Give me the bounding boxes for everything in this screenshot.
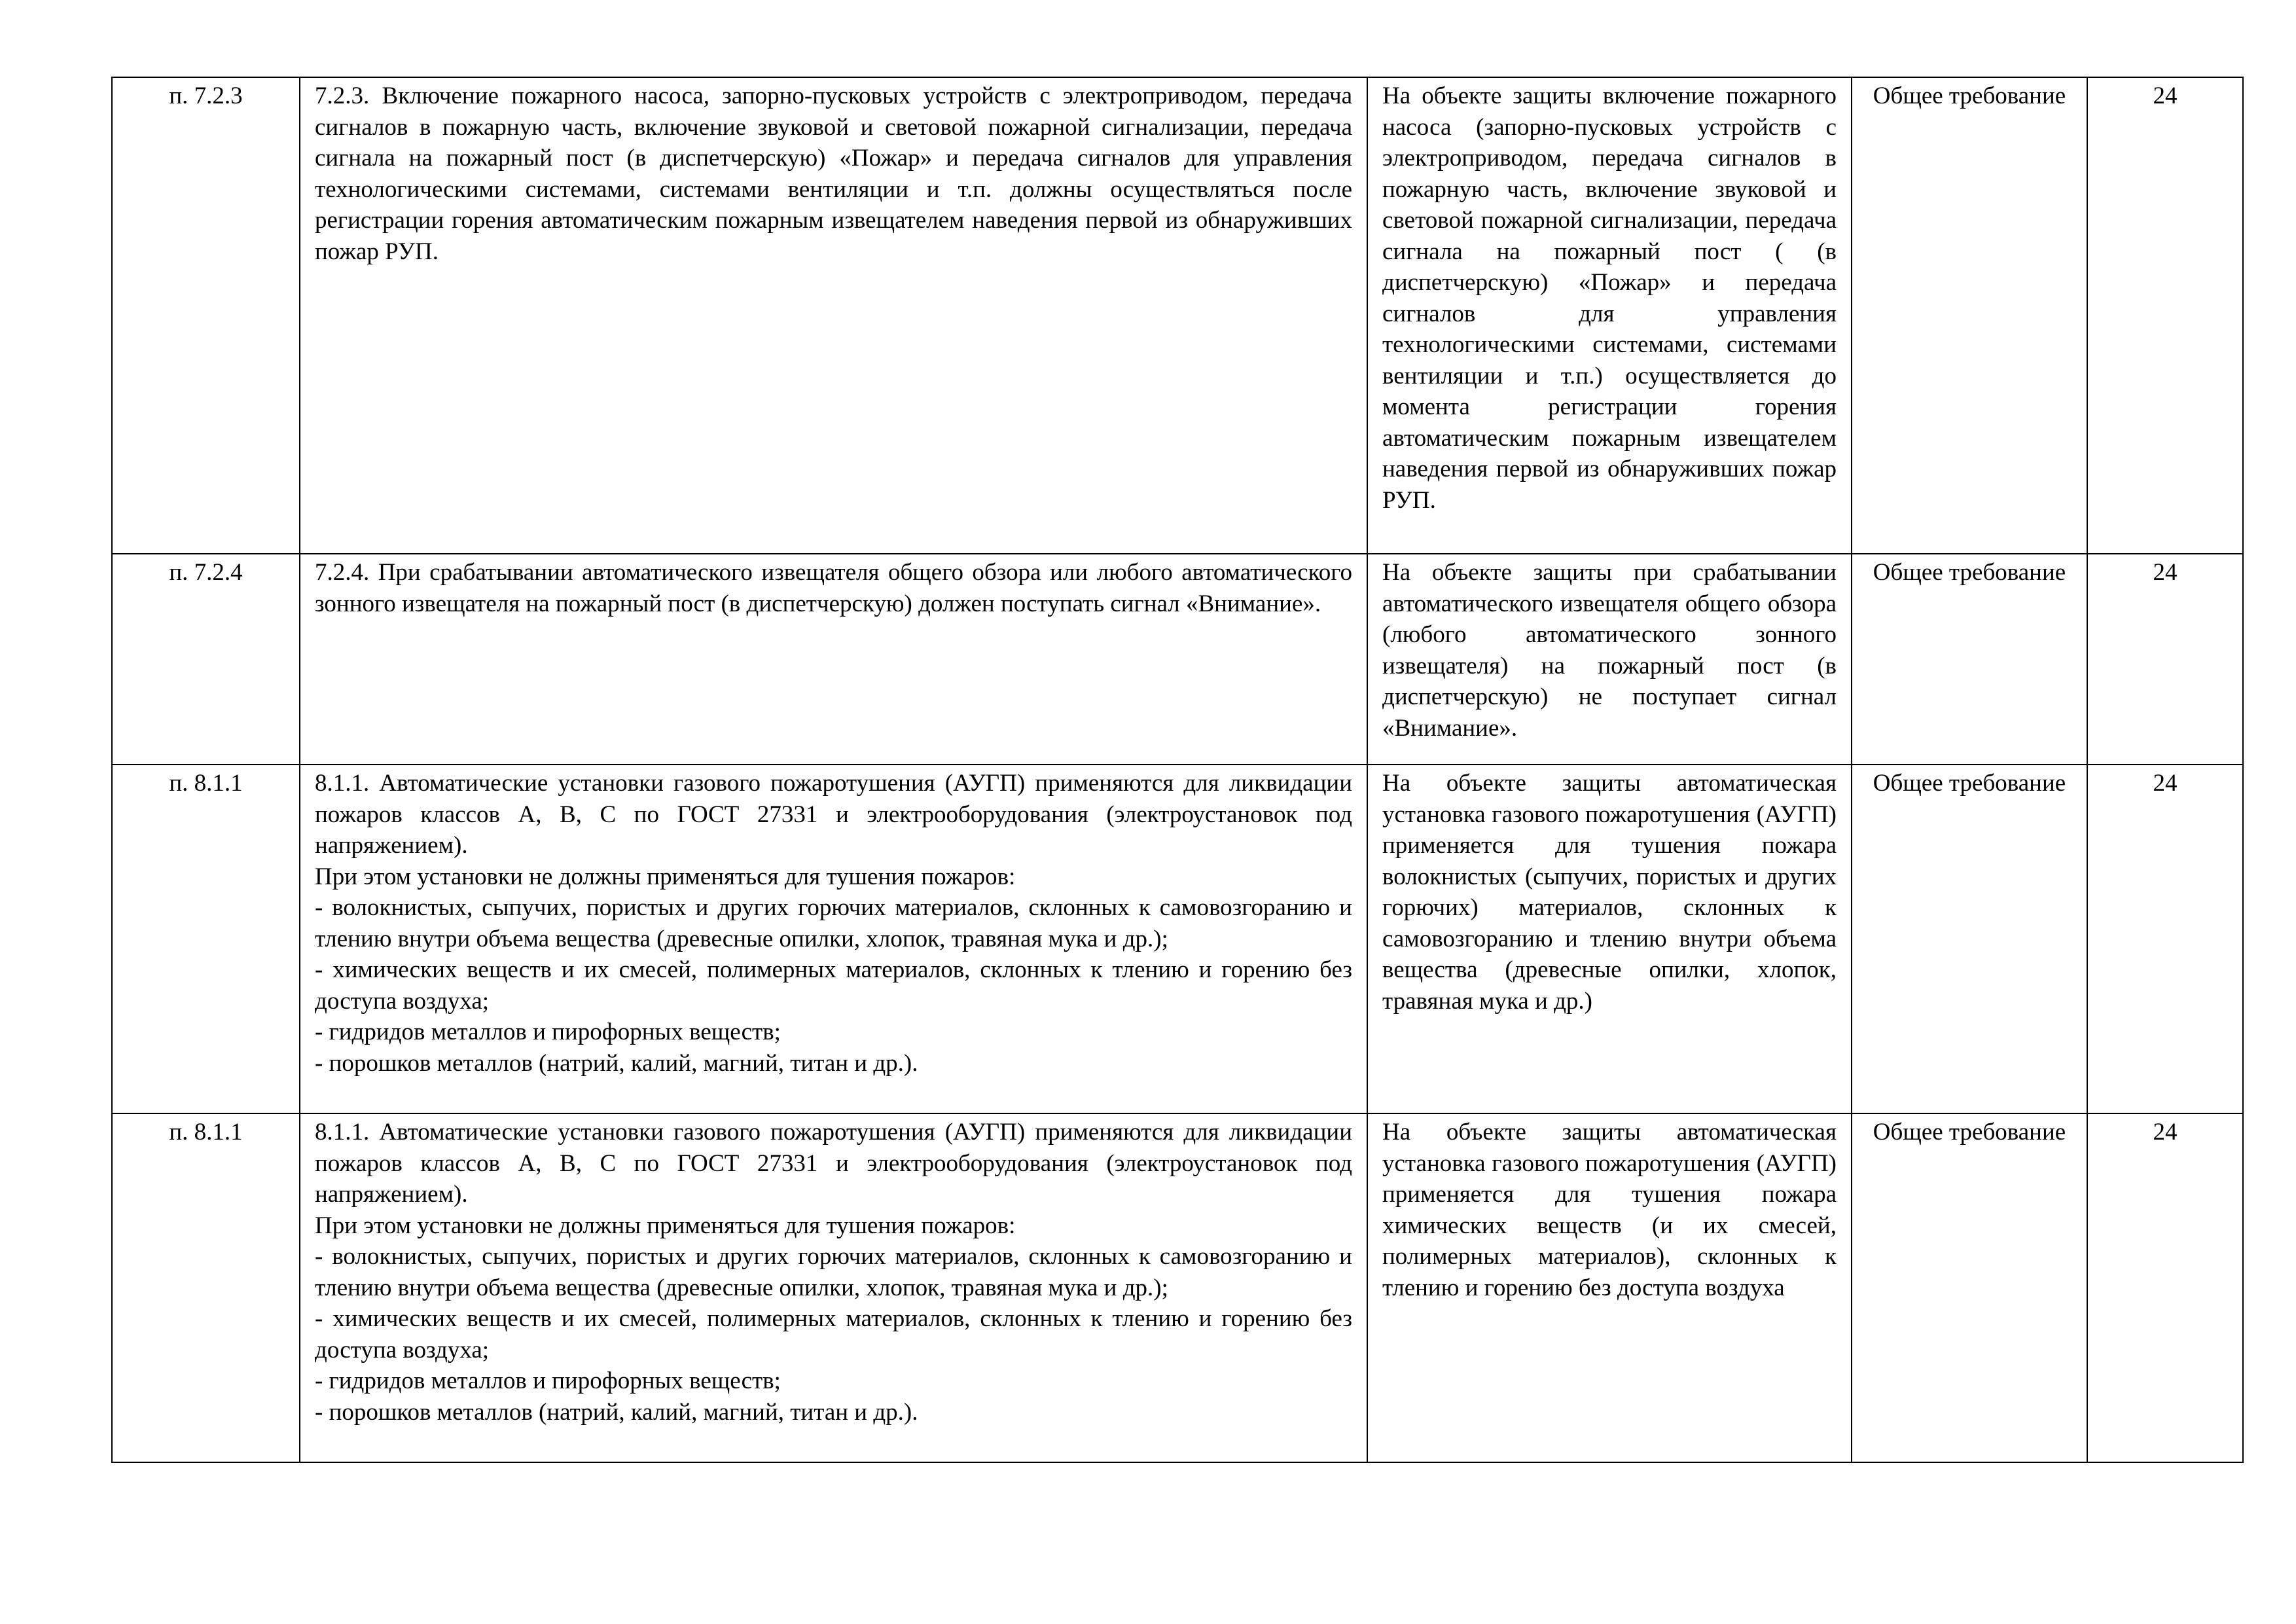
- violation-text: На объекте защиты автоматическая установка газового пожаротушения (АУГП) применяется для тушения пожара химических веществ (и их смесей, полимерных материалов), склонных к тлению и горению без доступа воздуха: [1367, 1113, 1852, 1462]
- requirements-table: [111, 77, 2244, 1463]
- norm-text: [300, 1113, 1367, 1462]
- norm-list-item: - волокнистых, сыпучих, пористых и других горючих материалов, склонных к самовозгоранию и тлению внутри объема вещества (древесные опилки, хлопок, травяная мука и др.);: [315, 1243, 1352, 1301]
- clause-ref: п. 7.2.4: [112, 554, 300, 765]
- clause-ref: п. 8.1.1: [112, 1113, 300, 1462]
- norm-paragraph: 8.1.1. Автоматические установки газового пожаротушения (АУГП) применяются для ликвидации пожаров классов А, В, С по ГОСТ 27331 и электрооборудования (электроустановок под напряжением).: [315, 1119, 1352, 1208]
- norm-paragraph: При этом установки не должны применяться для тушения пожаров:: [315, 863, 1016, 890]
- norm-text: [300, 77, 1367, 554]
- requirement-category: Общее требование: [1852, 77, 2087, 554]
- norm-list-item: - химических веществ и их смесей, полимерных материалов, склонных к тлению и горению без доступа воздуха;: [315, 1305, 1352, 1363]
- norm-paragraph: 7.2.3. Включение пожарного насоса, запорно-пусковых устройств с электроприводом, передача сигналов в пожарную часть, включение звуковой и световой пожарной сигнализации, передача сигнала на пожарный пост (в диспетчерскую) «Пожар» и передача сигналов для управления технологическими системами, системами вентиляции и т.п. должны осуществляться после регистрации горения автоматическим пожарным извещателем наведения первой из обнаруживших пожар РУП.: [315, 82, 1352, 265]
- norm-list-item: - волокнистых, сыпучих, пористых и других горючих материалов, склонных к самовозгоранию и тлению внутри объема вещества (древесные опилки, хлопок, травяная мука и др.);: [315, 894, 1352, 952]
- norm-list-item: - гидридов металлов и пирофорных веществ;: [315, 1019, 781, 1045]
- norm-paragraph: 7.2.4. При срабатывании автоматического извещателя общего обзора или любого автоматического зонного извещателя на пожарный пост (в диспетчерскую) должен поступать сигнал «Внимание».: [315, 559, 1352, 617]
- table-row: [112, 554, 2243, 765]
- clause-ref: п. 8.1.1: [112, 765, 300, 1113]
- violation-text: На объекте защиты при срабатывании автоматического извещателя общего обзора (любого автоматического зонного извещателя) на пожарный пост (в диспетчерскую) не поступает сигнал «Внимание».: [1367, 554, 1852, 765]
- requirement-category: Общее требование: [1852, 1113, 2087, 1462]
- norm-text: [300, 554, 1367, 765]
- violation-text: На объекте защиты автоматическая установка газового пожаротушения (АУГП) применяется для тушения пожара волокнистых (сыпучих, пористых и других горючих) материалов, склонных к самовозгоранию и тлению внутри объема вещества (древесные опилки, хлопок, травяная мука и др.): [1367, 765, 1852, 1113]
- page-number: 24: [2087, 765, 2243, 1113]
- norm-paragraph: При этом установки не должны применяться для тушения пожаров:: [315, 1212, 1016, 1239]
- page-number: 24: [2087, 554, 2243, 765]
- requirement-category: Общее требование: [1852, 554, 2087, 765]
- clause-ref: п. 7.2.3: [112, 77, 300, 554]
- table-row: [112, 77, 2243, 554]
- norm-list-item: - гидридов металлов и пирофорных веществ;: [315, 1367, 781, 1394]
- violation-text: На объекте защиты включение пожарного насоса (запорно-пусковых устройств с электроприводом, передача сигналов в пожарную часть, включение звуковой и световой пожарной сигнализации, передача сигнала на пожарный пост ( (в диспетчерскую) «Пожар» и передача сигналов для управления технологическими системами, системами вентиляции и т.п.) осуществляется до момента регистрации горения автоматическим пожарным извещателем наведения первой из обнаруживших пожар РУП.: [1367, 77, 1852, 554]
- table-row: [112, 1113, 2243, 1462]
- norm-paragraph: 8.1.1. Автоматические установки газового пожаротушения (АУГП) применяются для ликвидации пожаров классов А, В, С по ГОСТ 27331 и электрооборудования (электроустановок под напряжением).: [315, 770, 1352, 859]
- norm-list-item: - химических веществ и их смесей, полимерных материалов, склонных к тлению и горению без доступа воздуха;: [315, 956, 1352, 1015]
- norm-list-item: - порошков металлов (натрий, калий, магний, титан и др.).: [315, 1398, 918, 1426]
- page-number: 24: [2087, 1113, 2243, 1462]
- norm-text: [300, 765, 1367, 1113]
- page-number: 24: [2087, 77, 2243, 554]
- norm-list-item: - порошков металлов (натрий, калий, магний, титан и др.).: [315, 1049, 918, 1077]
- requirement-category: Общее требование: [1852, 765, 2087, 1113]
- table-row: [112, 765, 2243, 1113]
